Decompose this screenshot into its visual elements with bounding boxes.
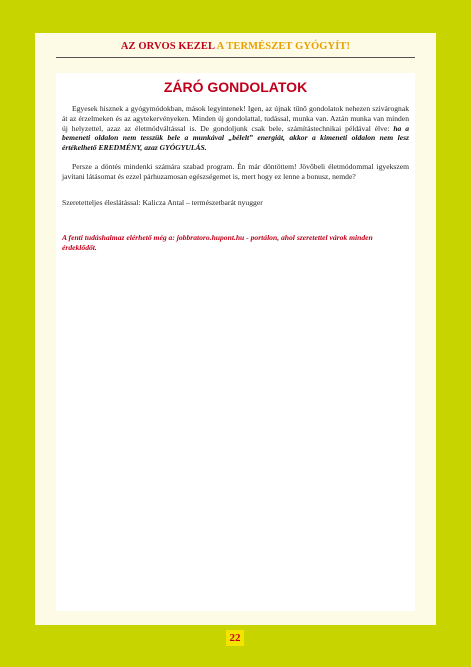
header-title-part1: AZ ORVOS KEZEL [120,41,215,52]
paragraph-2: Persze a döntés mindenki számára szabad program. Én már döntöttem! Jövőbeli életmódommal igyekszem javítani látásomat és ezzel párhuzamosan egészségemet is, mert hogy ez lenne a bonusz, nemde? [62,161,409,181]
header-rule [56,57,415,58]
paragraph-1-emphasis: ha a bemeneti oldalon nem tesszük bele a munkával „bélelt” energiát, akkor a kimeneti oldalon nem lesz értékelhető EREDMÉNY, azaz GYÓGYULÁS. [62,123,409,153]
paragraph-1 [62,104,409,153]
running-header [35,41,436,52]
paragraph-1-text: Egyesek hisznek a gyógymódokban, mások legyintenek! Igen, az újnak tűnő gondolatok nehezen szivárognak át az érzelmeken és az agytekervényeken. Minden új gondolattal, tudással, munka van. Aztán munka van minden új helyzettel, azaz az életmódváltással is. De gondoljunk csak bele, számítástechnikai példával élve: [62,104,409,133]
article-title: ZÁRÓ GONDOLATOK [163,79,308,95]
closing-note: A fenti tudáshalmaz elérhető még a: jobbratoro.hupont.hu - portálon, ahol szeretettel várok minden érdeklődőt. [62,233,373,253]
article-body [56,73,415,611]
signature: Szeretetteljes éleslátással: Kalicza Antal – természetbarát nyugger [62,197,263,207]
header-title-part2: A TERMÉSZET GYÓGYÍT! [216,41,351,52]
page-sheet [35,33,436,625]
page-number: 22 [226,630,244,646]
